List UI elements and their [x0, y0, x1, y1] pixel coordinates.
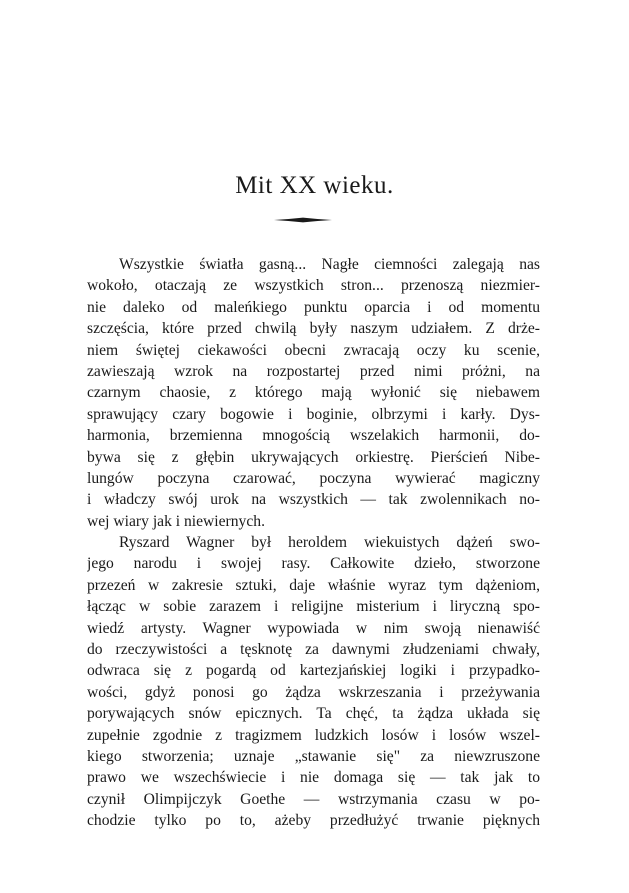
text-line: do rzeczywistości a tęsknotę za dawnymi złudzeniami chwały, — [87, 641, 540, 659]
text-line: sprawujący czary bogowie i boginie, olbrzymi i karły. Dys- — [87, 405, 540, 423]
text-line: kiego stworzenia; uznaje „stawanie się" za niewzruszone — [87, 747, 540, 765]
text-line: zawieszają wzrok na rozpostartej przed nimi próżni, na — [87, 362, 540, 380]
text-line: prawo we wszechświecie i nie domaga się — tak jak to — [87, 769, 540, 787]
text-line: wości, gdyż ponosi go żądza wskrzeszania i przeżywania — [87, 683, 540, 701]
text-line: czarnym chaosie, z którego mają wyłonić się niebawem — [87, 384, 540, 402]
text-line: porywających snów epicznych. Ta chęć, ta żądza układa się — [87, 705, 540, 723]
text-line: przezeń w zakresie sztuki, daje właśnie wyraz tym dążeniom, — [87, 576, 540, 594]
body-text — [87, 254, 540, 832]
text-line: szczęścia, które przed chwilą były naszym udziałem. Z drże- — [87, 320, 540, 338]
paragraph-1 — [87, 254, 540, 532]
text-line: wej wiary jak i niewiernych. — [87, 512, 265, 530]
text-line: niem świętej ciekawości obecni zwracają oczy ku scenie, — [87, 341, 540, 359]
text-line: nie daleko od maleńkiego punktu oparcia i od momentu — [87, 298, 540, 316]
chapter-title: Mit XX wieku. — [235, 172, 394, 199]
text-line: zupełnie zgodnie z tragizmem ludzkich losów i losów wszel- — [87, 726, 540, 744]
paragraph-2 — [87, 532, 540, 831]
text-line: wokoło, otaczają ze wszystkich stron... przenoszą niezmier- — [87, 277, 540, 295]
text-line: bywa się z głębin ukrywających orkiestrę. Pierścień Nibe- — [87, 448, 540, 466]
text-line: chodzie tylko po to, ażeby przedłużyć trwanie pięknych — [87, 812, 540, 830]
text-line: łącząc w sobie zarazem i religijne misterium i liryczną spo- — [87, 598, 540, 616]
title-ornament-rule — [274, 217, 332, 223]
text-line: lungów poczyna czarować, poczyna wywierać magiczny — [87, 469, 540, 487]
text-line: i władczy swój urok na wszystkich — tak zwolennikach no- — [87, 491, 540, 509]
text-line: Ryszard Wagner był heroldem wiekuistych dążeń swo- — [119, 534, 540, 552]
text-line: jego narodu i swojej rasy. Całkowite dzieło, stworzone — [87, 555, 540, 573]
text-line: czynił Olimpijczyk Goethe — wstrzymania czasu w po- — [87, 790, 540, 808]
text-line: harmonia, brzemienna mnogością wszelakich harmonii, do- — [87, 427, 540, 445]
text-line: Wszystkie światła gasną... Nagłe ciemności zalegają nas — [119, 256, 540, 273]
text-line: odwraca się z pogardą od kartezjańskiej logiki i przypadko- — [87, 662, 540, 680]
text-line: wiedź artysty. Wagner wypowiada w nim swoją nienawiść — [87, 619, 540, 637]
